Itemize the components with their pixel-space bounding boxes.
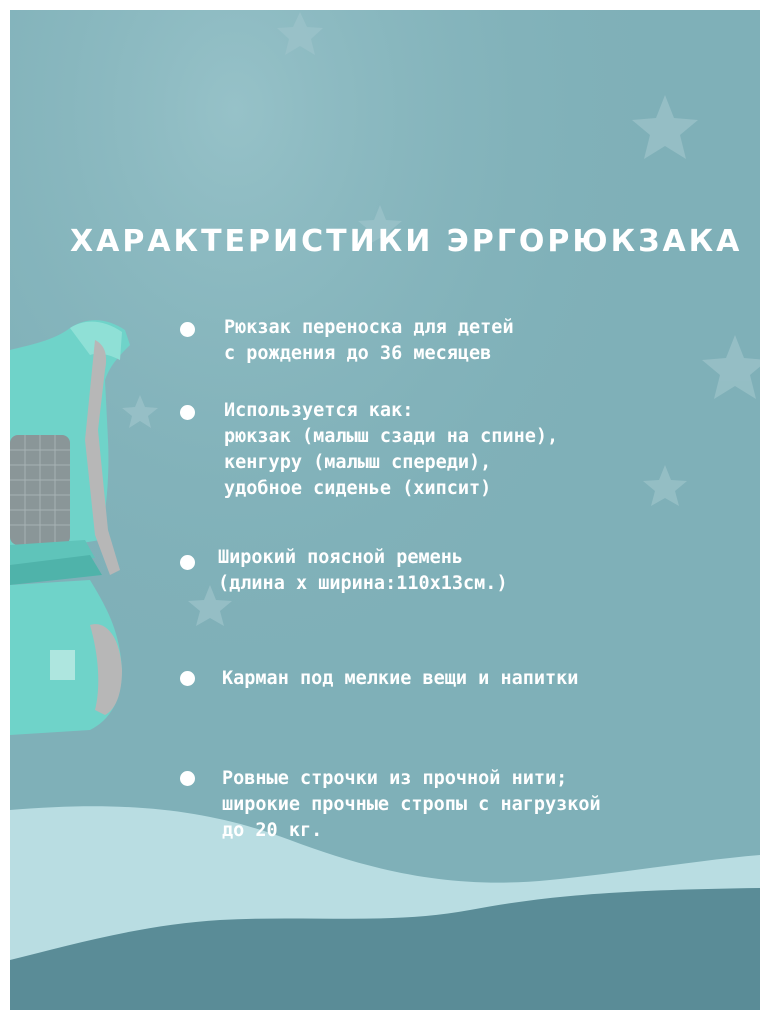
bullet-icon <box>180 555 195 570</box>
feature-text: Используется как: рюкзак (малыш сзади на спине), кенгуру (малыш спереди), удобное сиденье (хипсит) <box>224 400 559 499</box>
bullet-icon <box>180 322 195 337</box>
bullet-icon <box>180 405 195 420</box>
infographic-card <box>10 10 760 1010</box>
page-title: ХАРАКТЕРИСТИКИ ЭРГОРЮКЗАКА <box>70 224 743 259</box>
feature-text: Широкий поясной ремень (длина х ширина:110х13см.) <box>218 547 508 594</box>
feature-text: Карман под мелкие вещи и напитки <box>222 668 579 689</box>
bullet-icon <box>180 671 195 686</box>
background-decoration <box>10 10 760 1010</box>
feature-text: Ровные строчки из прочной нити; широкие прочные стропы с нагрузкой до 20 кг. <box>222 768 601 841</box>
feature-text: Рюкзак переноска для детей с рождения до 36 месяцев <box>224 317 514 364</box>
bullet-icon <box>180 771 195 786</box>
